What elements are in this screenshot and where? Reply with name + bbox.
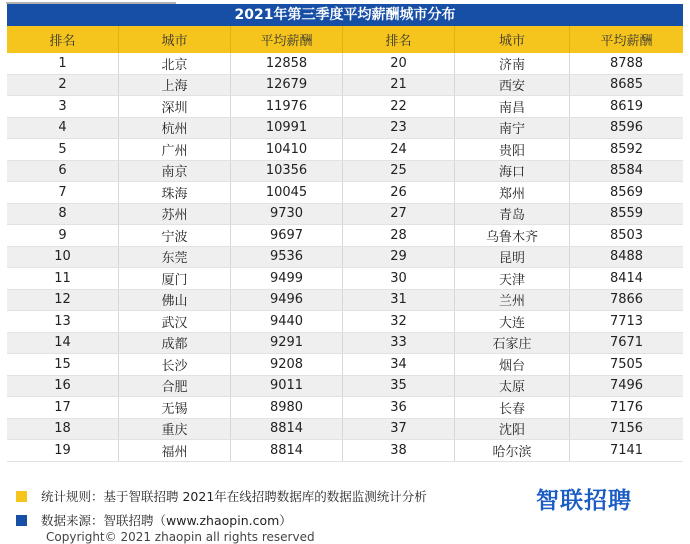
cell-rank: 6: [7, 161, 119, 182]
cell-salary-2: 8788: [609, 55, 644, 71]
cell-rank: 12: [7, 290, 119, 311]
cell-rank: 5: [7, 139, 119, 160]
cell-rank: 3: [7, 96, 119, 117]
table-row: [7, 75, 683, 97]
table-row: [7, 247, 683, 269]
cell-salary: 9291: [231, 333, 343, 354]
cell-rank-2: 30: [343, 268, 455, 289]
cell-rank-2: 21: [343, 75, 455, 96]
table-title: 2021年第三季度平均薪酬城市分布: [7, 4, 683, 26]
cell-city-2: 乌鲁木齐: [455, 225, 570, 246]
cell-salary: 10045: [231, 182, 343, 203]
cell-salary: 10356: [231, 161, 343, 182]
cell-city: 成都: [119, 333, 231, 354]
cell-salary-2: 8685: [609, 77, 644, 93]
cell-city: 重庆: [119, 419, 231, 440]
cell-city-2: 兰州: [455, 290, 570, 311]
cell-rank-2: 24: [343, 139, 455, 160]
cell-city: 深圳: [119, 96, 231, 117]
table-row: [7, 118, 683, 140]
cell-city-2: 长春: [455, 397, 570, 418]
cell-rank: 11: [7, 268, 119, 289]
cell-rank-2: 35: [343, 376, 455, 397]
cell-city: 广州: [119, 139, 231, 160]
cell-city: 苏州: [119, 204, 231, 225]
cell-rank: 18: [7, 419, 119, 440]
cell-salary-2: 8414: [609, 270, 644, 286]
table-row: [7, 397, 683, 419]
cell-salary: 12679: [231, 75, 343, 96]
cell-rank: 10: [7, 247, 119, 268]
header-salary-2: 平均薪酬: [600, 34, 653, 49]
table-row: [7, 354, 683, 376]
cell-rank-2: 34: [343, 354, 455, 375]
cell-rank-2: 27: [343, 204, 455, 225]
cell-rank-2: 25: [343, 161, 455, 182]
cell-salary-2: 8619: [609, 98, 644, 114]
header-rank: 排名: [7, 26, 119, 53]
cell-rank: 14: [7, 333, 119, 354]
cell-salary: 9011: [231, 376, 343, 397]
cell-city-2: 沈阳: [455, 419, 570, 440]
cell-salary-2: 8569: [609, 184, 644, 200]
cell-rank: 2: [7, 75, 119, 96]
cell-salary: 8814: [231, 440, 343, 461]
cell-city: 厦门: [119, 268, 231, 289]
cell-salary: 9536: [231, 247, 343, 268]
note-rule-text: 统计规则：基于智联招聘 2021年在线招聘数据库的数据监测统计分析: [41, 489, 427, 504]
cell-rank: 13: [7, 311, 119, 332]
cell-salary-2: 8584: [609, 163, 644, 179]
cell-city-2: 石家庄: [455, 333, 570, 354]
table-row: [7, 419, 683, 441]
cell-salary: 12858: [231, 53, 343, 74]
table-row: [7, 290, 683, 312]
cell-salary-2: 8596: [609, 120, 644, 136]
cell-city: 无锡: [119, 397, 231, 418]
cell-salary-2: 7141: [609, 442, 644, 458]
header-city: 城市: [119, 26, 231, 53]
cell-rank: 8: [7, 204, 119, 225]
cell-rank: 16: [7, 376, 119, 397]
cell-city: 北京: [119, 53, 231, 74]
table-row: [7, 268, 683, 290]
table-row: [7, 376, 683, 398]
cell-city: 宁波: [119, 225, 231, 246]
cell-rank: 17: [7, 397, 119, 418]
cell-rank-2: 37: [343, 419, 455, 440]
cell-rank-2: 33: [343, 333, 455, 354]
cell-city: 杭州: [119, 118, 231, 139]
cell-city-2: 太原: [455, 376, 570, 397]
cell-salary: 9208: [231, 354, 343, 375]
table-header-row: [7, 26, 683, 53]
table-row: [7, 225, 683, 247]
header-rank-2: 排名: [343, 26, 455, 53]
cell-rank-2: 23: [343, 118, 455, 139]
table-row: [7, 311, 683, 333]
cell-salary: 9730: [231, 204, 343, 225]
cell-rank-2: 36: [343, 397, 455, 418]
cell-rank: 15: [7, 354, 119, 375]
cell-salary: 11976: [231, 96, 343, 117]
cell-salary-2: 8503: [609, 227, 644, 243]
table-row: [7, 333, 683, 355]
cell-salary-2: 8559: [609, 206, 644, 222]
header-salary: 平均薪酬: [231, 26, 343, 53]
cell-city-2: 天津: [455, 268, 570, 289]
cell-rank-2: 20: [343, 53, 455, 74]
cell-rank-2: 31: [343, 290, 455, 311]
cell-city-2: 贵阳: [455, 139, 570, 160]
cell-city: 合肥: [119, 376, 231, 397]
cell-salary-2: 7505: [609, 356, 644, 372]
table-row: [7, 161, 683, 183]
cell-salary: 8814: [231, 419, 343, 440]
cell-city: 武汉: [119, 311, 231, 332]
cell-rank: 9: [7, 225, 119, 246]
cell-rank-2: 29: [343, 247, 455, 268]
cell-city: 东莞: [119, 247, 231, 268]
cell-salary: 9496: [231, 290, 343, 311]
table-row: [7, 96, 683, 118]
cell-city: 上海: [119, 75, 231, 96]
cell-salary: 9499: [231, 268, 343, 289]
table-row: [7, 182, 683, 204]
cell-rank-2: 38: [343, 440, 455, 461]
cell-rank-2: 32: [343, 311, 455, 332]
cell-salary-2: 7496: [609, 378, 644, 394]
header-city-2: 城市: [455, 26, 570, 53]
yellow-square-icon: [16, 491, 27, 502]
cell-city-2: 海口: [455, 161, 570, 182]
table-row: [7, 139, 683, 161]
note-source-text: 数据来源：智联招聘（www.zhaopin.com）: [41, 513, 292, 528]
cell-salary-2: 8592: [609, 141, 644, 157]
cell-rank: 4: [7, 118, 119, 139]
cell-salary-2: 7671: [609, 335, 644, 351]
cell-salary: 9440: [231, 311, 343, 332]
cell-city-2: 南宁: [455, 118, 570, 139]
cell-salary: 9697: [231, 225, 343, 246]
table-body: [7, 53, 683, 462]
table-row: [7, 53, 683, 75]
cell-city-2: 大连: [455, 311, 570, 332]
cell-rank-2: 28: [343, 225, 455, 246]
cell-salary-2: 7866: [609, 292, 644, 308]
cell-city: 长沙: [119, 354, 231, 375]
cell-salary-2: 7713: [609, 313, 644, 329]
cell-salary-2: 7176: [609, 399, 644, 415]
cell-city: 福州: [119, 440, 231, 461]
cell-salary: 8980: [231, 397, 343, 418]
cell-city-2: 济南: [455, 53, 570, 74]
zhaopin-logo: 智联招聘: [536, 488, 632, 514]
cell-city-2: 西安: [455, 75, 570, 96]
cell-salary: 10991: [231, 118, 343, 139]
blue-square-icon: [16, 515, 27, 526]
cell-salary-2: 8488: [609, 249, 644, 265]
cell-city-2: 烟台: [455, 354, 570, 375]
cell-salary: 10410: [231, 139, 343, 160]
cell-city-2: 南昌: [455, 96, 570, 117]
cell-rank: 7: [7, 182, 119, 203]
cell-rank: 1: [7, 53, 119, 74]
cell-city: 佛山: [119, 290, 231, 311]
cell-rank-2: 22: [343, 96, 455, 117]
salary-table: [7, 4, 683, 462]
table-row: [7, 204, 683, 226]
cell-city-2: 青岛: [455, 204, 570, 225]
copyright-text: Copyright© 2021 zhaopin all rights reserved: [46, 530, 315, 544]
cell-rank: 19: [7, 440, 119, 461]
cell-city: 南京: [119, 161, 231, 182]
table-row: [7, 440, 683, 462]
cell-city-2: 昆明: [455, 247, 570, 268]
cell-rank-2: 26: [343, 182, 455, 203]
cell-salary-2: 7156: [609, 421, 644, 437]
cell-city: 珠海: [119, 182, 231, 203]
cell-city-2: 郑州: [455, 182, 570, 203]
cell-city-2: 哈尔滨: [455, 440, 570, 461]
